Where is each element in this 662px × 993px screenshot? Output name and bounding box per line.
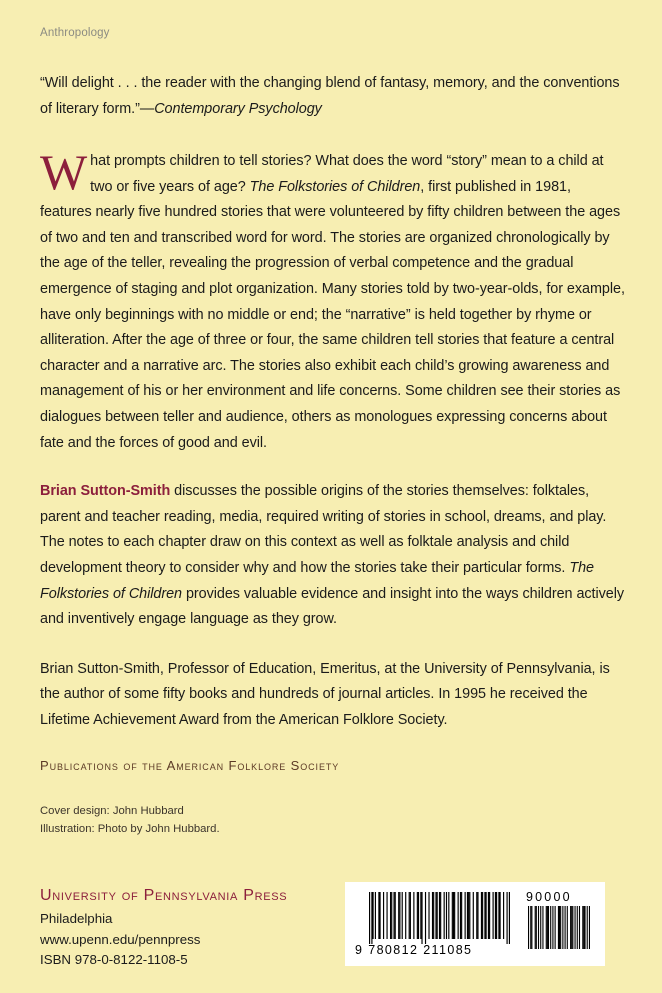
book-title-italic-second: The Folkstories of Children bbox=[40, 559, 594, 602]
author-paragraph-part-2: provides valuable evidence and insight into the ways children actively and inventively engage language as they grow. bbox=[40, 585, 625, 628]
author-name-highlight: Brian Sutton-Smith bbox=[40, 483, 171, 500]
barcode-ean-digits: 9 780812 211085 bbox=[355, 943, 473, 957]
publisher-city: Philadelphia bbox=[40, 911, 113, 927]
author-bio-paragraph: Brian Sutton-Smith, Professor of Education, Emeritus, at the University of Pennsylvania, is the author of some fifty books and hundreds of journal articles. In 1995 he received the Lifetime Achievement Award from the American Folklore Society. bbox=[40, 660, 610, 728]
series-imprint-line: Publications of the American Folklore Society bbox=[40, 758, 340, 774]
author-paragraph-part-1: discusses the possible origins of the stories themselves: folktales, parent and teacher reading, media, required writing of stories in school, dreams, and play. The notes to each chapter draw on this context as well as folktale analysis and child development theory to consider why and how the stories take their particular forms. bbox=[40, 483, 607, 576]
publisher-name: University of Pennsylvania Press bbox=[40, 887, 288, 905]
barcode-main-bars bbox=[369, 892, 510, 944]
cover-design-credit: Cover design: John Hubbard bbox=[40, 805, 184, 818]
credits-block bbox=[40, 803, 626, 838]
illustration-credit: Illustration: Photo by John Hubbard. bbox=[40, 822, 220, 835]
description-paragraph bbox=[40, 144, 626, 456]
author-discussion-paragraph bbox=[40, 479, 626, 633]
subject-category: Anthropology bbox=[40, 27, 110, 39]
review-blurb-text: “Will delight . . . the reader with the changing blend of fantasy, memory, and the conventions of literary form.”— bbox=[40, 75, 620, 117]
book-title-italic-first: The Folkstories of Children bbox=[249, 178, 421, 195]
description-part-2: , first published in 1981, features nearly five hundred stories that were volunteered by fifty children between the ages of two and ten and transcribed word for word. The stories are organized chronologically by the age of the teller, revealing the progression of verbal competence and the gradual emergence of staging and plot organization. Many stories told by two-year-olds, for example, have only beginnings with no middle or end; the “narrative” is held together by rhyme or alliteration. After the age of three or four, the same children tell stories that feature a central character and a narrative arc. The stories also exhibit each child’s growing awareness and management of his or her environment and life concerns. Some children see their stories as dialogues between teller and audience, others as monologues expressing concerns about fate and the forces of good and evil. bbox=[40, 178, 625, 451]
cover-content bbox=[40, 26, 626, 971]
barcode-addon-digits: 90000 bbox=[526, 890, 572, 904]
review-blurb-source: Contemporary Psychology bbox=[154, 100, 322, 117]
barcode bbox=[345, 882, 605, 966]
review-blurb bbox=[40, 71, 626, 122]
description-part-1: hat prompts children to tell stories? What does the word “story” mean to a child at two or five years of age? bbox=[90, 153, 604, 195]
drop-cap-letter: W bbox=[40, 144, 88, 200]
barcode-inner bbox=[345, 882, 605, 966]
barcode-addon-bars bbox=[528, 906, 590, 954]
publisher-website[interactable]: www.upenn.edu/pennpress bbox=[40, 931, 201, 947]
isbn-number: ISBN 978-0-8122-1108-5 bbox=[40, 952, 188, 968]
